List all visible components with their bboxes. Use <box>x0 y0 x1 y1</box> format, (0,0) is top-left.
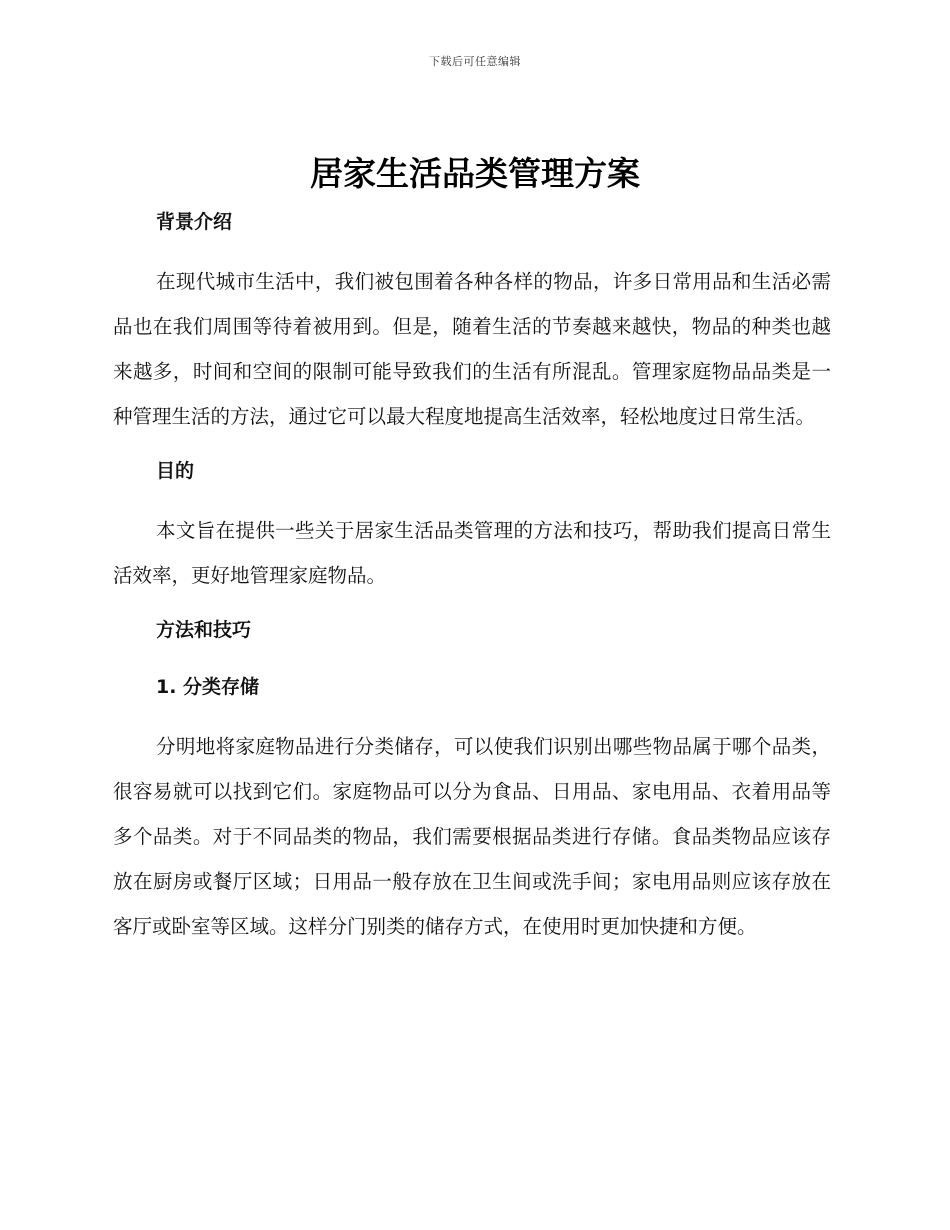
section-heading-methods: 方法和技巧 <box>156 619 252 641</box>
paragraph-background: 在现代城市生活中，我们被包围着各种各样的物品，许多日常用品和生活必需品也在我们周围等待着被用到。但是，随着生活的节奏越来越快，物品的种类也越来越多，时间和空间的限制可能导致我们的生活有所混乱。管理家庭物品品类是一种管理生活的方法，通过它可以最大程度地提高生活效率，轻松地度过日常生活。 <box>113 270 831 428</box>
document-title: 居家生活品类管理方案 <box>310 154 640 193</box>
section-heading-background: 背景介绍 <box>156 211 233 233</box>
paragraph-purpose: 本文旨在提供一些关于居家生活品类管理的方法和技巧，帮助我们提高日常生活效率，更好地管理家庭物品。 <box>113 519 831 587</box>
paragraph-classified-storage: 分明地将家庭物品进行分类储存，可以使我们识别出哪些物品属于哪个品类，很容易就可以找到它们。家庭物品可以分为食品、日用品、家电用品、衣着用品等多个品类。对于不同品类的物品，我们需要根据品类进行存储。食品类物品应该存放在厨房或餐厅区域；日用品一般存放在卫生间或洗手间；家电用品则应该存放在客厅或卧室等区域。这样分门别类的储存方式，在使用时更加快捷和方便。 <box>113 735 831 938</box>
section-heading-purpose: 目的 <box>156 460 195 482</box>
subsection-heading-classified-storage: 1. 分类存储 <box>156 676 260 698</box>
header-note: 下载后可任意编辑 <box>429 55 521 68</box>
document-body <box>113 202 831 949</box>
